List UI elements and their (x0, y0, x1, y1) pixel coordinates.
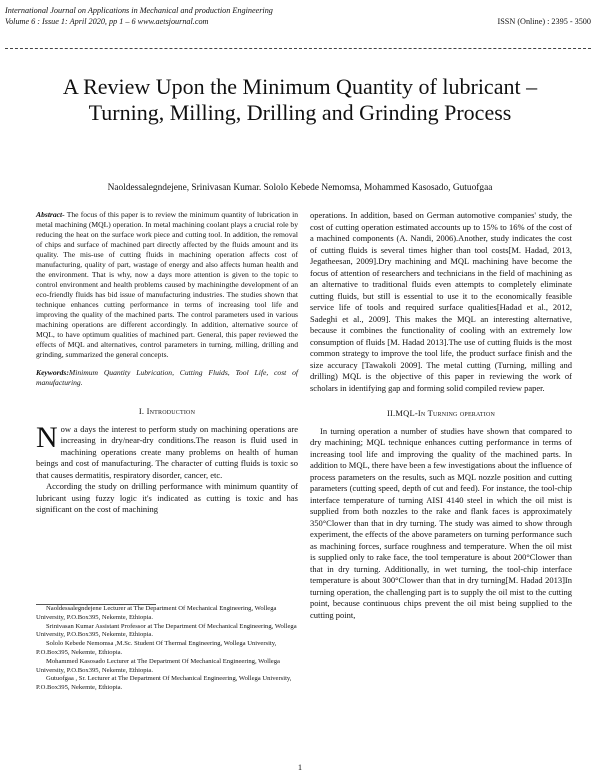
footnote: Sololo Kebede Nemomsa ,M.Sc. Student Of Thermal Engineering, Wollega University, P.O.Box395, Nekemte, Ethiopia. (36, 640, 277, 656)
keywords-label: Keywords: (36, 368, 69, 377)
journal-name: International Journal on Applications in Mechanical and production Engineering (5, 6, 273, 15)
section-number: II.MQL- (386, 408, 418, 418)
abstract-text: The focus of this paper is to review the minimum quantity of lubrication in metal machining (MQL) operation. In metal machining coolant plays a crucial role by reducing the heat on the surface work piece and cutting tool. In addition, the removal of chips and surface of machined part directly affected by the fluids amount and its quality. The mis-use of cutting fluids in machining operation affects cost of manufacturing, quality of part, wastage of energy and also affects human health and the environment. That is why, now a days more attention is given to the topic to control environment and health problems caused by machiningthe development of an eco-friendly fluids has bid issue of manufacturing industries. The studies shown that technique enhances cutting performance in terms of increasing tool life and improving the quality of the machined parts. The control parameters used in various machining operations are different accordingly. In addition, alternative source of MQL, to have optimum qualities of machined part. General, this paper reviewed the effects of MQL and alternatives, control parameters in turning, milling, drilling and grinding, summarized the general concepts. (36, 210, 298, 359)
intro-paragraph-1-text: ow a days the interest to perform study on machining operations are increasing in dry/near-dry conditions.The reason is fluid used in machining operations create many problems on health of human beings and cost of manufacturing. The character of cutting fluids is toxic so that causes dermatitis, respiratory disorder, cancer, etc. (36, 423, 298, 480)
issn: ISSN (Online) : 2395 - 3500 (497, 17, 591, 26)
footnote: Naoldessalegndejene Lecturer at The Department Of Mechanical Engineering, Wollega University, P.O.Box395, Nekemte, Ethiopia. (36, 605, 277, 621)
page-number: 1 (297, 762, 303, 772)
intro-paragraph-2: According the study on drilling performance with minimum quantity of lubricant using fuzzy logic it's indicated as cutting is toxic and has significant on the cost of machining (36, 481, 298, 514)
section-title: Introduction (146, 406, 196, 416)
right-column (310, 210, 572, 621)
intro-paragraph-1 (36, 420, 298, 482)
keywords-text: Minimum Quantity Lubrication, Cutting Fluids, Tool Life, cost of manufacturing. (36, 368, 298, 387)
left-column (36, 210, 298, 516)
drop-cap: N (36, 420, 58, 454)
section-heading-turning (310, 408, 572, 420)
body-paragraph: In turning operation a number of studies have shown that compared to dry machining; MQL technique enhances cutting performance in terms of increasing tool life and improving the quality of the machined parts. In addition to MQL, there have been a few investigations about the influence of process parameters on the results, such as MQL nozzle position and cutting parameters (cutting speed, depth of cut and feed). For instance, the tool-chip interface temperature of turning AISI 4140 steel in which the oil mist is supplied from both nozzles to the rake and flank faces is approximately 350°Clower than that in dry turning. The study was aimed to show through experiment, the effects of the above parameters on turning performance such as machining forces, surface roughness and temperature. When the oil mist is supplied only to rake face, the tool temperature is about 200°Clower than that in dry turning. Additionally, in wet turning, the tool-chip interface temperature is about 300°Clower than that in dry turning[M. Hadad 2013]In turning operation, the challenging part is to supply the oil mist to the cutting point, because continuous chips prevent the oil mist being supplied to the cutting point, (310, 425, 572, 620)
body-paragraph: operations. In addition, based on German automotive companies' study, the cost of cutting operation estimated accounts up to 15% to 16% of the cost of a machined components (A. Nandi, 2006).Another, study indicates the cost of cutting fluids is several times higher than tool costs[M. Hadad, 2013, Jegatheesan, 2009].Dry machining and MQL machining have become the focus of attention of researchers and technicians in the field of machining as an alternative to traditional fluids even attempts to completely eliminate cutting fluids, but still is essential to use it to the economically feasible service life of tools and required surface qualities[Hadad et al., 2012, Sadeghi et al., 2009]. This makes the MQL an interesting alternative, because it combines the functionality of cooling with an extremely low consumption of fluids [M. Hadad 2013].The use of cutting fluids is the most common strategy to improve the tool life, the product surface finish and the size accuracy [Tawakoli 2009]. The metal cutting (Turning, milling and drilling) MQL is the objective of this paper in reviewing the work of scholars in identifying gap and forming solid compiled review paper. (310, 210, 572, 393)
footnote: Gutuofgaa , Sr. Lecturer at The Department Of Mechanical Engineering, Wollega University, P.O.Box395, Nekemte, Ethiopia. (36, 675, 292, 692)
header-volume-row (5, 16, 591, 27)
footnote: Mohammed Kasosado Lecturer at The Department Of Mechanical Engineering, Wollega University, P.O.Box395, Nekemte, Ethiopia. (36, 657, 280, 674)
section-heading-introduction (36, 406, 298, 418)
abstract-label: Abstract- (36, 210, 65, 219)
section-number: I. (138, 406, 147, 416)
author-list: Naoldessalegndejene, Srinivasan Kumar. Sololo Kebede Nemomsa, Mohammed Kasosado, Gutuofgaa (107, 183, 493, 193)
abstract (36, 210, 298, 360)
footnote: Srinivasan Kumar Assistant Professor at The Department Of Mechanical Engineering, Wollega University, P.O.Box395, Nekemte, Ethiopia. (36, 622, 297, 639)
section-title: In Turning operation (417, 408, 496, 418)
journal-header (5, 5, 591, 27)
volume-info: Volume 6 : Issue 1: April 2020, pp 1 – 6 www.aetsjournal.com (5, 17, 209, 26)
keywords (36, 368, 298, 388)
paper-title: A Review Upon the Minimum Quantity of lubricant –Turning, Milling, Drilling and Grinding Process (62, 74, 538, 125)
author-footnotes (36, 605, 298, 693)
header-divider (5, 48, 591, 49)
